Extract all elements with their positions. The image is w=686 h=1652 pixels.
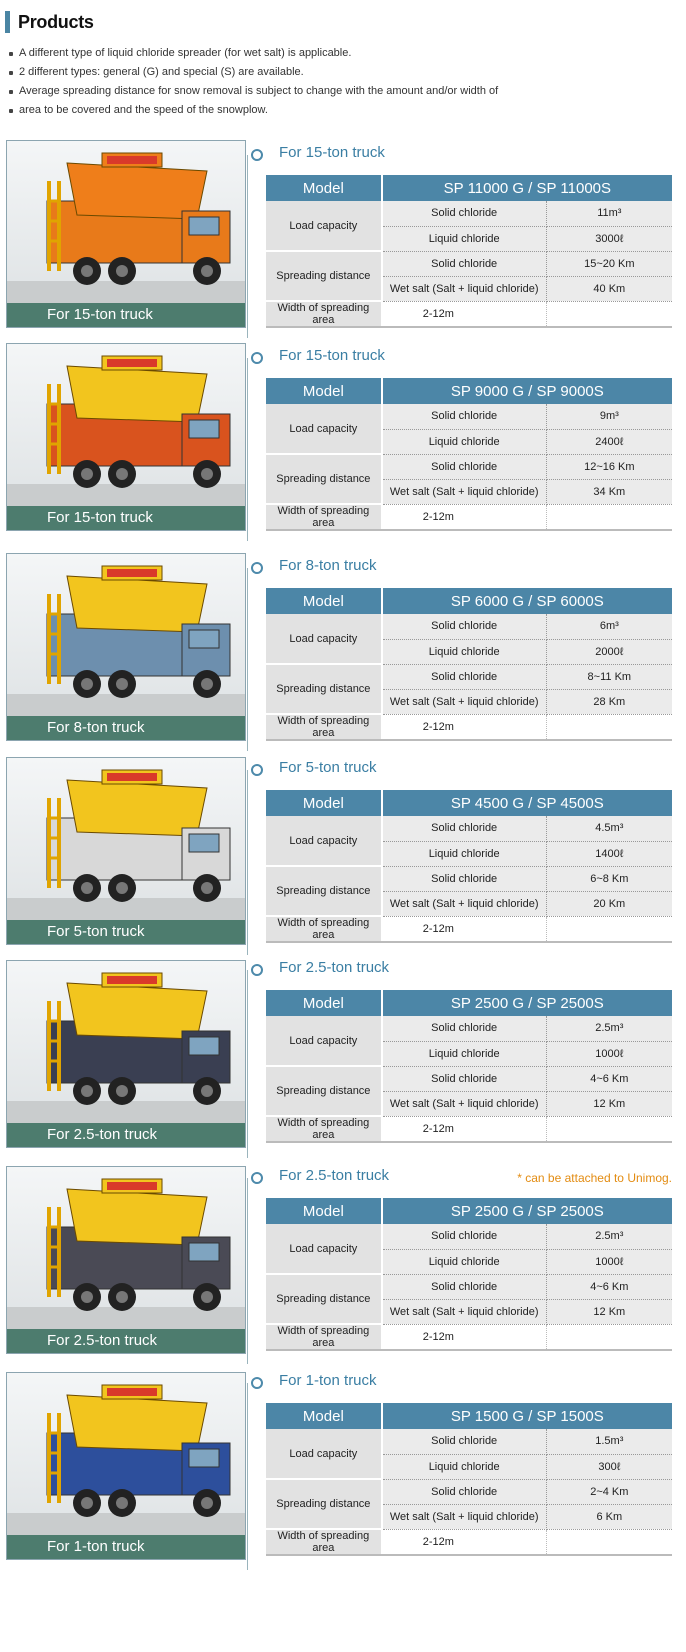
width-label: Width of spreading area [266, 1116, 382, 1142]
liquid-capacity-value: 300ℓ [546, 1454, 672, 1479]
product-photo [6, 343, 246, 531]
truck-photo-icon [7, 554, 246, 718]
spreading-distance-label: Spreading distance [266, 1066, 382, 1116]
load-capacity-label: Load capacity [266, 404, 382, 454]
wet-salt-label: Wet salt (Salt + liquid chloride) [382, 1091, 546, 1116]
liquid-capacity-value: 1000ℓ [546, 1041, 672, 1066]
width-label: Width of spreading area [266, 1529, 382, 1555]
wet-salt-distance-value: 28 Km [546, 689, 672, 714]
model-name: SP 2500 G / SP 2500S [382, 1198, 672, 1224]
wet-salt-label: Wet salt (Salt + liquid chloride) [382, 891, 546, 916]
wet-salt-label: Wet salt (Salt + liquid chloride) [382, 689, 546, 714]
truck-photo [7, 961, 245, 1130]
width-value: 2-12m [382, 504, 546, 530]
width-value: 2-12m [382, 1529, 546, 1555]
model-header: Model [266, 1198, 382, 1224]
truck-photo [7, 758, 245, 927]
width-label: Width of spreading area [266, 1324, 382, 1350]
solid-chloride-label: Solid chloride [382, 1274, 546, 1299]
model-header: Model [266, 588, 382, 614]
truck-photo-icon [7, 1373, 246, 1537]
spec-table [266, 790, 672, 943]
photo-caption: For 2.5-ton truck [7, 1329, 245, 1353]
liquid-chloride-label: Liquid chloride [382, 639, 546, 664]
solid-chloride-label: Solid chloride [382, 1429, 546, 1454]
liquid-chloride-label: Liquid chloride [382, 841, 546, 866]
photo-caption: For 1-ton truck [7, 1535, 245, 1559]
liquid-capacity-value: 2400ℓ [546, 429, 672, 454]
product-photo [6, 1166, 246, 1354]
wet-salt-label: Wet salt (Salt + liquid chloride) [382, 479, 546, 504]
wet-salt-distance-value: 34 Km [546, 479, 672, 504]
truck-photo-icon [7, 961, 246, 1125]
solid-chloride-label: Solid chloride [382, 1479, 546, 1504]
unimog-note: * can be attached to Unimog. [517, 1171, 672, 1185]
photo-caption: For 15-ton truck [7, 303, 245, 327]
empty-cell [546, 1324, 672, 1350]
wet-salt-label: Wet salt (Salt + liquid chloride) [382, 1504, 546, 1529]
solid-distance-value: 4~6 Km [546, 1066, 672, 1091]
bullet-ring-icon [251, 352, 263, 364]
truck-heading: For 15-ton truck [279, 144, 385, 161]
spec-table [266, 378, 672, 531]
divider-line [247, 770, 248, 955]
spreading-distance-label: Spreading distance [266, 251, 382, 301]
load-capacity-label: Load capacity [266, 201, 382, 251]
liquid-chloride-label: Liquid chloride [382, 1041, 546, 1066]
truck-photo [7, 554, 245, 723]
divider-line [247, 358, 248, 541]
liquid-capacity-value: 3000ℓ [546, 226, 672, 251]
truck-photo-icon [7, 1167, 246, 1331]
empty-cell [546, 504, 672, 530]
solid-distance-value: 8~11 Km [546, 664, 672, 689]
solid-chloride-label: Solid chloride [382, 1224, 546, 1249]
width-value: 2-12m [382, 301, 546, 327]
truck-photo [7, 141, 245, 310]
solid-distance-value: 12~16 Km [546, 454, 672, 479]
truck-heading: For 1-ton truck [279, 1372, 377, 1389]
model-header: Model [266, 175, 382, 201]
solid-chloride-label: Solid chloride [382, 404, 546, 429]
liquid-chloride-label: Liquid chloride [382, 226, 546, 251]
solid-chloride-label: Solid chloride [382, 664, 546, 689]
width-value: 2-12m [382, 714, 546, 740]
solid-chloride-label: Solid chloride [382, 1016, 546, 1041]
divider-line [247, 568, 248, 751]
solid-capacity-value: 11m³ [546, 201, 672, 226]
spreading-distance-label: Spreading distance [266, 1274, 382, 1324]
photo-caption: For 15-ton truck [7, 506, 245, 530]
spreading-distance-label: Spreading distance [266, 454, 382, 504]
truck-heading: For 5-ton truck [279, 759, 377, 776]
wet-salt-distance-value: 12 Km [546, 1091, 672, 1116]
spec-table [266, 588, 672, 741]
truck-heading: For 2.5-ton truck [279, 1167, 390, 1184]
solid-distance-value: 2~4 Km [546, 1479, 672, 1504]
note-item-continued: area to be covered and the speed of the snowplow. [8, 101, 568, 120]
note-item: 2 different types: general (G) and special (S) are available. [8, 63, 568, 82]
solid-distance-value: 15~20 Km [546, 251, 672, 276]
truck-photo [7, 344, 245, 513]
solid-chloride-label: Solid chloride [382, 201, 546, 226]
model-name: SP 6000 G / SP 6000S [382, 588, 672, 614]
photo-caption: For 5-ton truck [7, 920, 245, 944]
truck-heading: For 2.5-ton truck [279, 959, 390, 976]
solid-chloride-label: Solid chloride [382, 454, 546, 479]
model-name: SP 2500 G / SP 2500S [382, 990, 672, 1016]
photo-caption: For 2.5-ton truck [7, 1123, 245, 1147]
wet-salt-label: Wet salt (Salt + liquid chloride) [382, 1299, 546, 1324]
solid-chloride-label: Solid chloride [382, 251, 546, 276]
empty-cell [546, 301, 672, 327]
solid-capacity-value: 1.5m³ [546, 1429, 672, 1454]
title-accent-bar [5, 11, 10, 33]
divider-line [247, 970, 248, 1158]
solid-distance-value: 6~8 Km [546, 866, 672, 891]
width-label: Width of spreading area [266, 916, 382, 942]
model-name: SP 11000 G / SP 11000S [382, 175, 672, 201]
divider-line [247, 155, 248, 338]
model-header: Model [266, 378, 382, 404]
truck-heading: For 8-ton truck [279, 557, 377, 574]
page-header [5, 10, 94, 34]
empty-cell [546, 1529, 672, 1555]
solid-capacity-value: 2.5m³ [546, 1016, 672, 1041]
solid-chloride-label: Solid chloride [382, 816, 546, 841]
width-label: Width of spreading area [266, 714, 382, 740]
bullet-ring-icon [251, 1377, 263, 1389]
model-name: SP 4500 G / SP 4500S [382, 790, 672, 816]
width-value: 2-12m [382, 916, 546, 942]
solid-capacity-value: 2.5m³ [546, 1224, 672, 1249]
bullet-ring-icon [251, 764, 263, 776]
model-header: Model [266, 990, 382, 1016]
liquid-capacity-value: 2000ℓ [546, 639, 672, 664]
liquid-chloride-label: Liquid chloride [382, 429, 546, 454]
solid-capacity-value: 6m³ [546, 614, 672, 639]
spreading-distance-label: Spreading distance [266, 1479, 382, 1529]
truck-photo-icon [7, 141, 246, 305]
note-item: A different type of liquid chloride spreader (for wet salt) is applicable. [8, 44, 568, 63]
load-capacity-label: Load capacity [266, 1016, 382, 1066]
truck-photo [7, 1373, 245, 1542]
load-capacity-label: Load capacity [266, 1429, 382, 1479]
liquid-capacity-value: 1400ℓ [546, 841, 672, 866]
width-label: Width of spreading area [266, 504, 382, 530]
product-photo [6, 140, 246, 328]
truck-photo-icon [7, 758, 246, 922]
product-photo [6, 960, 246, 1148]
wet-salt-distance-value: 12 Km [546, 1299, 672, 1324]
empty-cell [546, 714, 672, 740]
empty-cell [546, 1116, 672, 1142]
truck-photo [7, 1167, 245, 1336]
model-name: SP 1500 G / SP 1500S [382, 1403, 672, 1429]
load-capacity-label: Load capacity [266, 614, 382, 664]
width-value: 2-12m [382, 1116, 546, 1142]
spec-table [266, 990, 672, 1143]
width-label: Width of spreading area [266, 301, 382, 327]
product-photo [6, 553, 246, 741]
page-title: Products [18, 11, 94, 32]
solid-capacity-value: 4.5m³ [546, 816, 672, 841]
note-item: Average spreading distance for snow removal is subject to change with the amount and/or width of [8, 82, 568, 101]
truck-heading: For 15-ton truck [279, 347, 385, 364]
product-photo [6, 757, 246, 945]
wet-salt-distance-value: 6 Km [546, 1504, 672, 1529]
spreading-distance-label: Spreading distance [266, 664, 382, 714]
photo-caption: For 8-ton truck [7, 716, 245, 740]
liquid-chloride-label: Liquid chloride [382, 1249, 546, 1274]
solid-distance-value: 4~6 Km [546, 1274, 672, 1299]
spec-table [266, 1403, 672, 1556]
solid-chloride-label: Solid chloride [382, 614, 546, 639]
bullet-ring-icon [251, 149, 263, 161]
spec-table [266, 1198, 672, 1351]
liquid-capacity-value: 1000ℓ [546, 1249, 672, 1274]
model-header: Model [266, 1403, 382, 1429]
load-capacity-label: Load capacity [266, 1224, 382, 1274]
bullet-ring-icon [251, 1172, 263, 1184]
bullet-ring-icon [251, 562, 263, 574]
load-capacity-label: Load capacity [266, 816, 382, 866]
solid-chloride-label: Solid chloride [382, 866, 546, 891]
model-header: Model [266, 790, 382, 816]
spec-table [266, 175, 672, 328]
solid-capacity-value: 9m³ [546, 404, 672, 429]
empty-cell [546, 916, 672, 942]
spreading-distance-label: Spreading distance [266, 866, 382, 916]
divider-line [247, 1178, 248, 1364]
product-notes [8, 44, 568, 120]
wet-salt-distance-value: 20 Km [546, 891, 672, 916]
solid-chloride-label: Solid chloride [382, 1066, 546, 1091]
divider-line [247, 1383, 248, 1570]
liquid-chloride-label: Liquid chloride [382, 1454, 546, 1479]
truck-photo-icon [7, 344, 246, 508]
wet-salt-distance-value: 40 Km [546, 276, 672, 301]
model-name: SP 9000 G / SP 9000S [382, 378, 672, 404]
bullet-ring-icon [251, 964, 263, 976]
product-photo [6, 1372, 246, 1560]
width-value: 2-12m [382, 1324, 546, 1350]
wet-salt-label: Wet salt (Salt + liquid chloride) [382, 276, 546, 301]
